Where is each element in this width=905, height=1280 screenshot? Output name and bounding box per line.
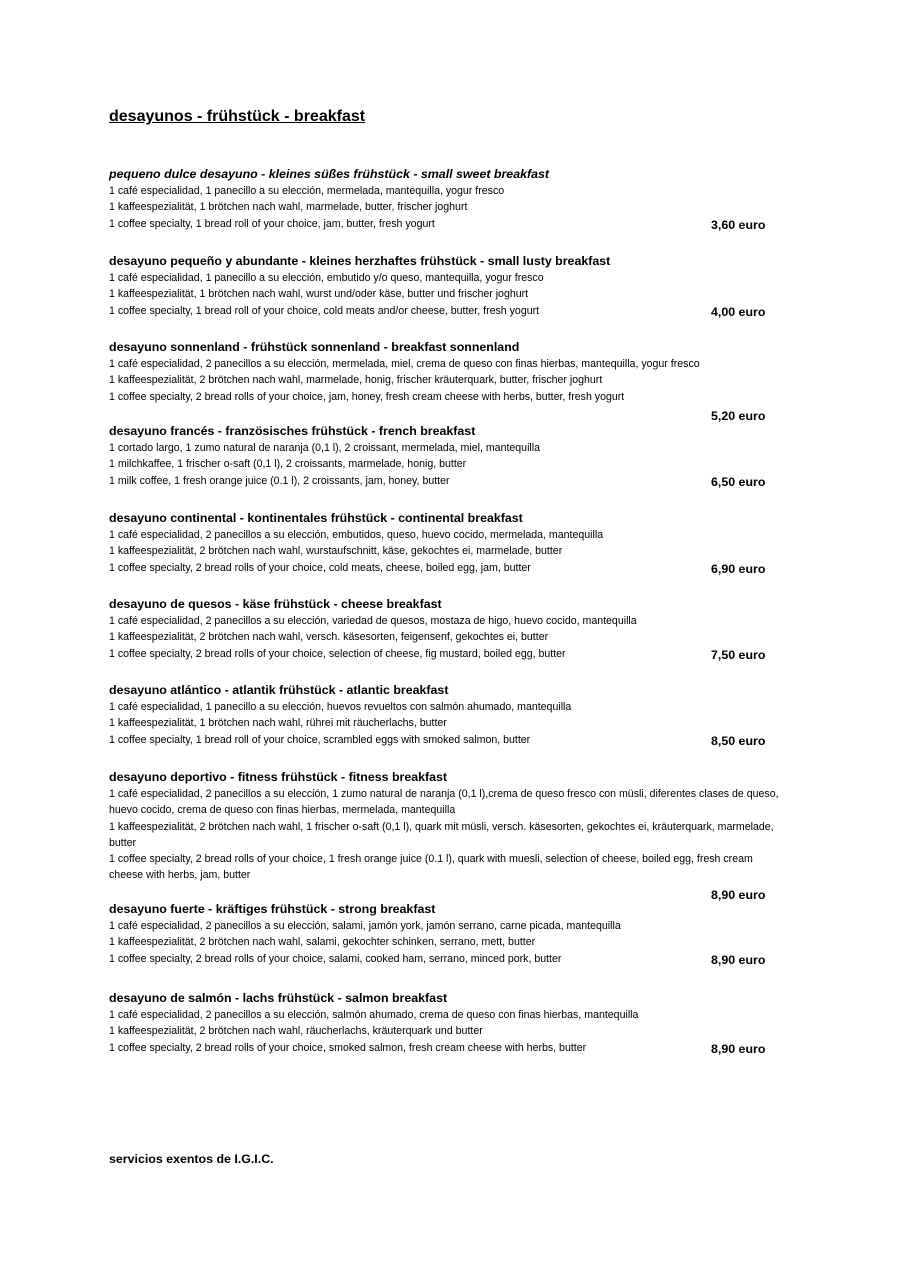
item-title: desayuno de quesos - käse frühstück - cheese breakfast [109, 597, 442, 611]
item-description-en: 1 coffee specialty, 2 bread rolls of your choice, smoked salmon, fresh cream cheese with herbs, butter [109, 1041, 587, 1054]
menu-item-breakfast-sonnenland [109, 339, 809, 425]
item-title: desayuno fuerte - kräftiges frühstück - strong breakfast [109, 902, 436, 916]
item-description-es: 1 café especialidad, 2 panecillos a su elección, 1 zumo natural de naranja (0,1 l),crema de queso fresco con müsli, diferentes clases de queso, huevo cocido, crema de queso con finas hierbas, mermelada, mantequilla [109, 788, 779, 817]
item-price: 8,90 euro [711, 952, 766, 967]
item-description-de: 1 kaffeespezialität, 1 brötchen nach wahl, wurst und/oder käse, butter und frischer joghurt [109, 288, 529, 301]
item-description-en: 1 coffee specialty, 1 bread roll of your choice, scrambled eggs with smoked salmon, butter [109, 733, 531, 746]
item-price: 3,60 euro [711, 217, 766, 232]
item-description-en: 1 coffee specialty, 2 bread rolls of your choice, salami, cooked ham, serrano, minced pork, butter [109, 952, 562, 965]
item-description-es: 1 cortado largo, 1 zumo natural de naranja (0,1 l), 2 croissant, mermelada, miel, mantequilla [109, 442, 541, 454]
tax-exempt-note: servicios exentos de I.G.I.C. [109, 1152, 274, 1166]
item-price: 6,90 euro [711, 561, 766, 576]
item-price: 8,90 euro [711, 1041, 766, 1056]
item-description-de: 1 kaffeespezialität, 2 brötchen nach wahl, salami, gekochter schinken, serrano, mett, butter [109, 936, 536, 949]
menu-item-fitness-breakfast [109, 769, 809, 904]
menu-item-atlantic-breakfast [109, 682, 809, 748]
item-description-es: 1 café especialidad, 2 panecillos a su elección, salmón ahumado, crema de queso con finas hierbas, mantequilla [109, 1009, 639, 1021]
item-description-en: 1 coffee specialty, 2 bread rolls of your choice, jam, honey, fresh cream cheese with herbs, butter, fresh yogurt [109, 390, 625, 403]
item-description-de: 1 kaffeespezialität, 2 brötchen nach wahl, räucherlachs, kräuterquark und butter [109, 1025, 483, 1038]
item-title: desayuno atlántico - atlantik frühstück - atlantic breakfast [109, 683, 449, 697]
item-title: desayuno deportivo - fitness frühstück - fitness breakfast [109, 770, 448, 784]
menu-item-continental-breakfast [109, 510, 809, 576]
item-description-de: 1 kaffeespezialität, 1 brötchen nach wahl, marmelade, butter, frischer joghurt [109, 201, 468, 214]
item-price: 7,50 euro [711, 647, 766, 662]
item-description-en: 1 coffee specialty, 1 bread roll of your choice, cold meats and/or cheese, butter, fresh yogurt [109, 304, 540, 317]
item-description-de: 1 kaffeespezialität, 2 brötchen nach wahl, marmelade, honig, frischer kräuterquark, butter, frischer joghurt [109, 374, 603, 387]
item-description-de: 1 milchkaffee, 1 frischer o-saft (0,1 l), 2 croissants, marmelade, honig, butter [109, 458, 467, 471]
item-price: 8,50 euro [711, 733, 766, 748]
item-description-es: 1 café especialidad, 1 panecillo a su elección, huevos revueltos con salmón ahumado, mantequilla [109, 701, 572, 713]
item-description-en: 1 coffee specialty, 2 bread rolls of your choice, cold meats, cheese, boiled egg, jam, butter [109, 561, 531, 574]
item-description-es: 1 café especialidad, 2 panecillos a su elección, salami, jamón york, jamón serrano, carne picada, mantequilla [109, 920, 621, 932]
menu-item-salmon-breakfast [109, 990, 809, 1056]
item-description-de: 1 kaffeespezialität, 2 brötchen nach wahl, wurstaufschnitt, käse, gekochtes ei, marmelade, butter [109, 545, 563, 558]
item-description-es: 1 café especialidad, 1 panecillo a su elección, mermelada, mantequilla, yogur fresco [109, 185, 505, 197]
item-price: 5,20 euro [711, 408, 766, 423]
item-title: pequeno dulce desayuno - kleines süßes frühstück - small sweet breakfast [109, 167, 550, 181]
menu-item-small-sweet-breakfast [109, 166, 809, 232]
item-description-es: 1 café especialidad, 2 panecillos a su elección, variedad de quesos, mostaza de higo, huevo cocido, mantequilla [109, 615, 637, 627]
item-description-es: 1 café especialidad, 1 panecillo a su elección, embutido y/o queso, mantequilla, yogur fresco [109, 272, 544, 284]
item-description-en: 1 coffee specialty, 1 bread roll of your choice, jam, butter, fresh yogurt [109, 217, 435, 230]
item-price: 6,50 euro [711, 474, 766, 489]
item-description-en: 1 coffee specialty, 2 bread rolls of your choice, selection of cheese, fig mustard, boiled egg, butter [109, 647, 566, 660]
menu-item-cheese-breakfast [109, 596, 809, 662]
item-title: desayuno francés - französisches frühstück - french breakfast [109, 424, 476, 438]
item-description-es: 1 café especialidad, 2 panecillos a su elección, embutidos, queso, huevo cocido, mermelada, mantequilla [109, 529, 604, 541]
item-title: desayuno pequeño y abundante - kleines herzhaftes frühstück - small lusty breakfast [109, 254, 611, 268]
menu-item-strong-breakfast [109, 901, 809, 967]
item-description-de: 1 kaffeespezialität, 2 brötchen nach wahl, 1 frischer o-saft (0,1 l), quark mit müsli, versch. käsesorten, gekochtes ei, kräuterquark, marmelade, butter [109, 820, 774, 849]
item-description-en: 1 coffee specialty, 2 bread rolls of your choice, 1 fresh orange juice (0.1 l), quark with muesli, selection of cheese, boiled egg, fresh cream cheese with herbs, jam, butter [109, 853, 753, 882]
menu-item-french-breakfast [109, 423, 809, 489]
page-title: desayunos - frühstück - breakfast [109, 108, 366, 125]
item-price: 4,00 euro [711, 304, 766, 319]
item-description-de: 1 kaffeespezialität, 2 brötchen nach wahl, versch. käsesorten, feigensenf, gekochtes ei, butter [109, 631, 549, 644]
item-description-de: 1 kaffeespezialität, 1 brötchen nach wahl, rührei mit räucherlachs, butter [109, 717, 447, 730]
item-price: 8,90 euro [711, 887, 766, 902]
item-title: desayuno sonnenland - frühstück sonnenland - breakfast sonnenland [109, 340, 520, 354]
menu-item-small-lusty-breakfast [109, 253, 809, 319]
item-title: desayuno de salmón - lachs frühstück - salmon breakfast [109, 991, 448, 1005]
item-title: desayuno continental - kontinentales frühstück - continental breakfast [109, 511, 523, 525]
item-description-en: 1 milk coffee, 1 fresh orange juice (0.1 l), 2 croissants, jam, honey, butter [109, 474, 450, 487]
item-description-es: 1 café especialidad, 2 panecillos a su elección, mermelada, miel, crema de queso con finas hierbas, mantequilla, yogur fresco [109, 358, 700, 370]
